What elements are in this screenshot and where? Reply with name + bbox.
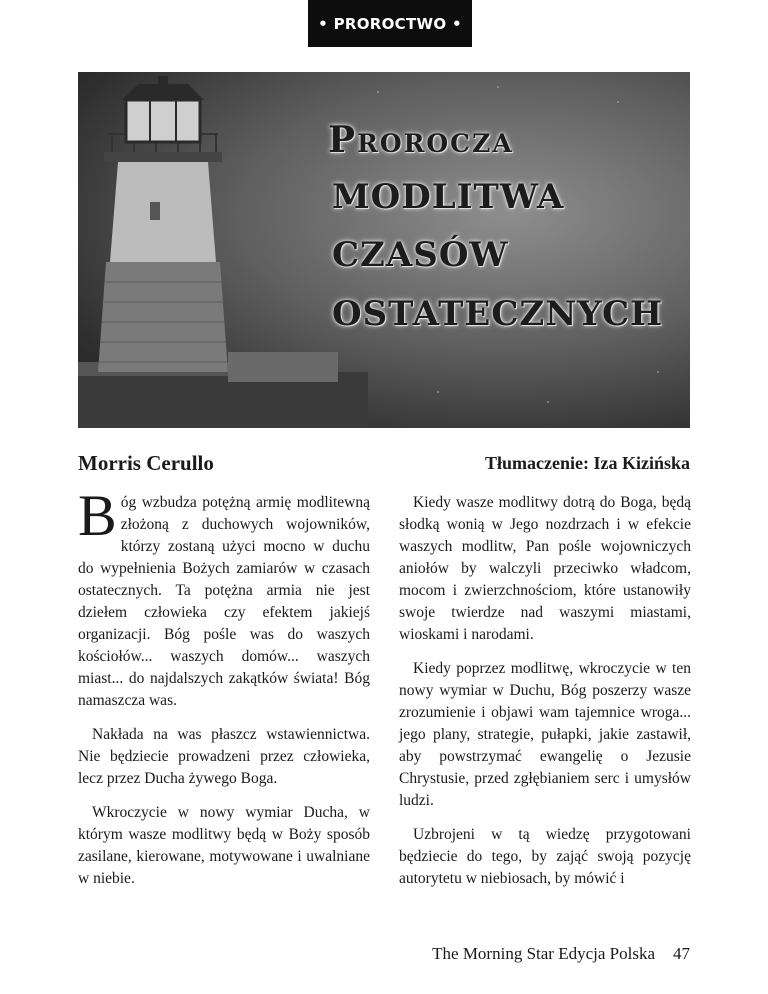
paragraph: Kiedy wasze modlitwy dotrą do Boga, będą słodką wonią w Jego nozdrzach i w efekcie waszych modlitw, Pan pośle wojowniczych aniołów by walczyli przeciwko władcom, mocom i zwierzchnościom, które ustanowiły swoje twierdze nad waszymi miastami, wioskami i narodami. [399, 494, 691, 643]
section-tab: • PROROCTWO • [308, 0, 472, 47]
paragraph: Nakłada na was płaszcz wstawiennictwa. Nie będziecie prowadzeni przez człowieka, lecz przez Ducha żywego Boga. [78, 726, 370, 787]
author-name: Morris Cerullo [78, 451, 214, 475]
title-line-4: OSTATECZNYCH [332, 294, 664, 334]
publication-name: The Morning Star Edycja Polska [432, 944, 655, 963]
hero-image [78, 72, 690, 428]
page-footer [432, 944, 690, 964]
title-line-3: CZASÓW [332, 235, 509, 275]
paragraph: Wkroczycie w nowy wymiar Ducha, w którym wasze modlitwy będą w Boży sposób zasilane, kierowane, motywowane i uwalniane w niebie. [78, 804, 370, 887]
translator-credit: Tłumaczenie: Iza Kizińska [485, 453, 690, 473]
paragraph: Uzbrojeni w tą wiedzę przygotowani będziecie do tego, by zająć swoją pozycję autorytetu w niebiosach, by mówić i [399, 826, 691, 887]
page-number: 47 [673, 944, 690, 963]
title-line-2: MODLITWA [332, 177, 565, 217]
title-line-1: Prorocza [328, 119, 514, 161]
paragraph: Kiedy poprzez modlitwę, wkroczycie w ten nowy wymiar w Duchu, Bóg poszerzy wasze zrozumienie i objawi wam tajemnice wroga... jego plany, strategie, pułapki, jakie zastawił, aby powstrzymać ewangelię o Jezusie Chrystusie, przed zgłębianiem serc i umysłów ludzi. [399, 660, 691, 809]
paragraph [78, 483, 370, 712]
hero-title [328, 112, 688, 344]
drop-cap: B [78, 483, 117, 548]
article-column-left [78, 483, 370, 902]
paragraph-text: óg wzbudza potężną armię modlitewną złożoną z duchowych wojowników, którzy zostaną użyci mocno w duchu do wypełnienia Bożych zamiarów w czasach ostatecznych. Ta potężna armia nie jest dziełem człowieka czy efektem jakiejś organizacji. Bóg pośle was do waszych kościołów... waszych domów... waszych miast... do najdalszych zakątków świata! Bóg namaszcza was. [78, 494, 370, 709]
article-column-right [399, 492, 691, 902]
